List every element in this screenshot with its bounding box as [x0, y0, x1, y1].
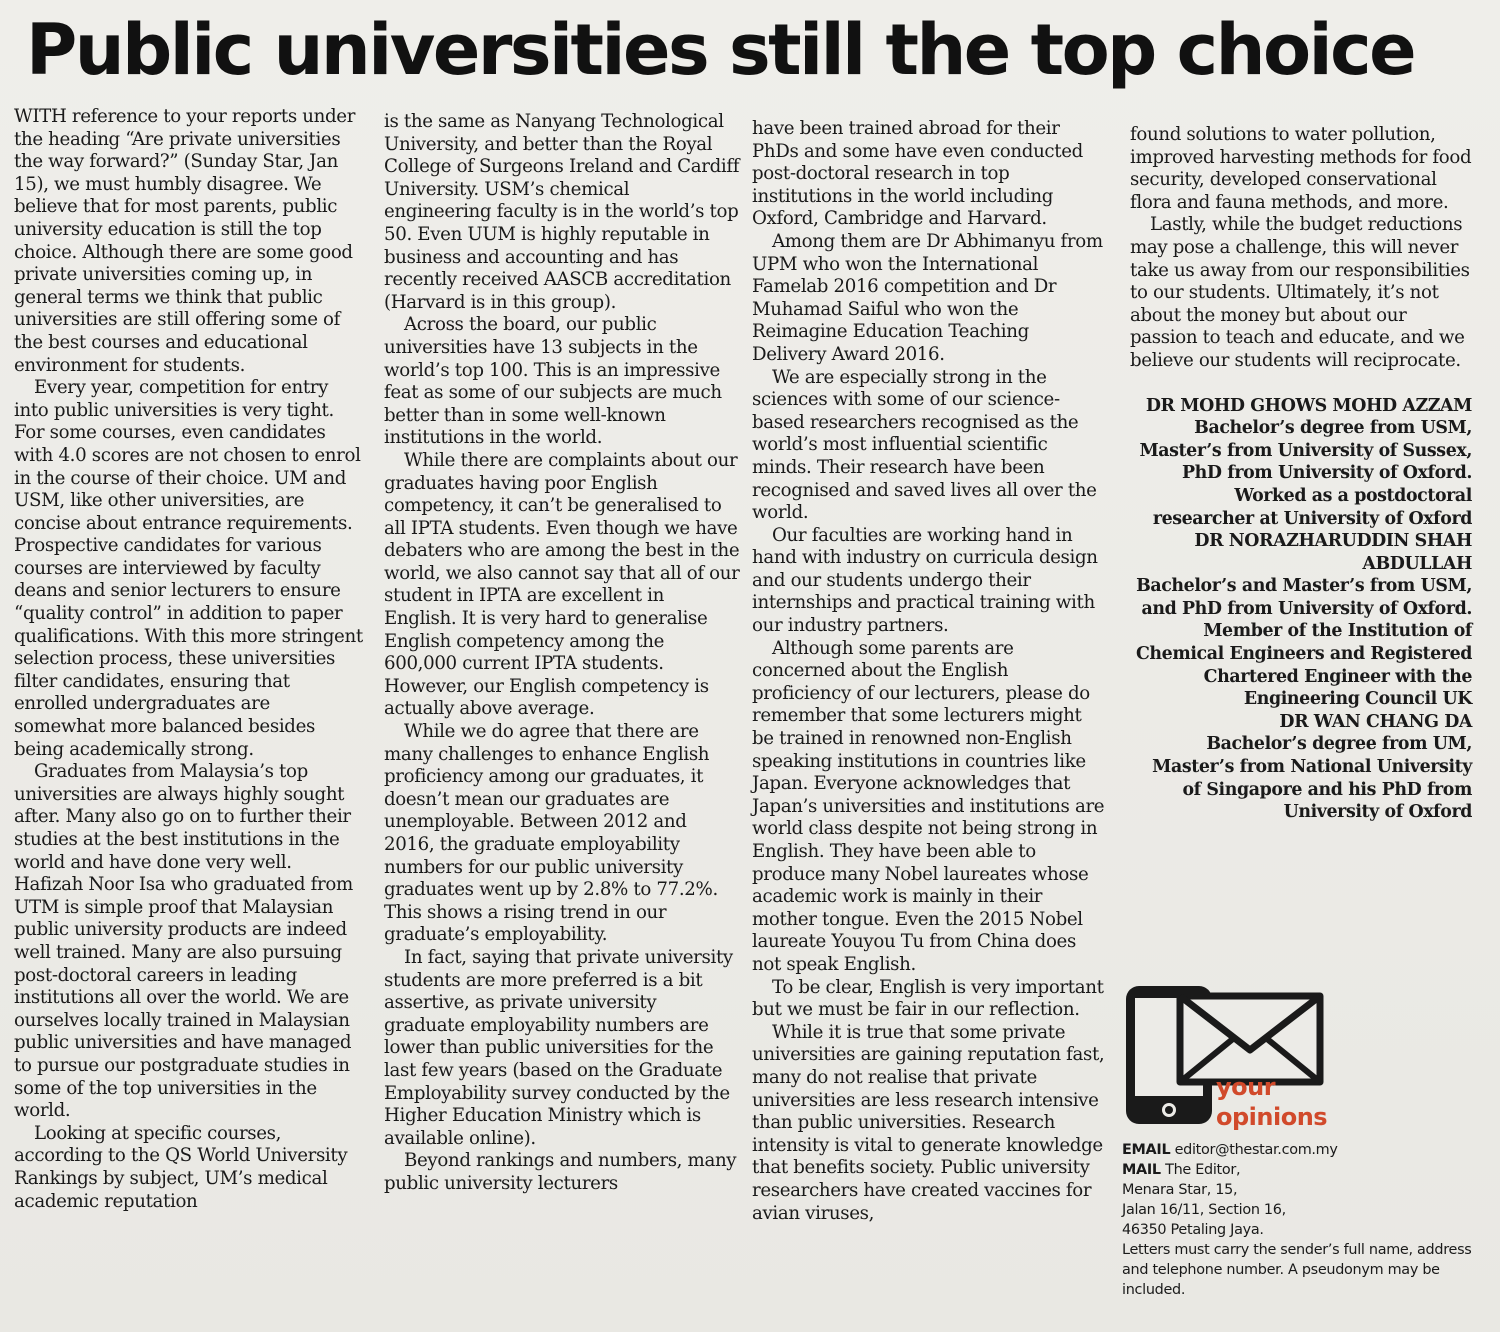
- signature-name: DR NORAZHARUDDIN SHAH ABDULLAH: [1194, 531, 1472, 574]
- article-column-2: [384, 111, 740, 1196]
- paragraph: In fact, saying that private university students are more preferred is a bit assertive, as private university graduate employability numbers are lower than public universities for the last few years (based on the Graduate Employability survey conducted by the Higher Education Ministry which is available online).: [384, 946, 733, 1149]
- article-column-1: [14, 106, 364, 1213]
- paragraph: Looking at specific courses, according to the QS World University Rankings by subject, UM’s medical academic reputation: [14, 1122, 348, 1212]
- mail-line: [1122, 1160, 1472, 1180]
- paragraph: To be clear, English is very important but we must be fair in our reflection.: [752, 976, 1104, 1021]
- signature-name: DR WAN CHANG DA: [1279, 711, 1472, 732]
- mail-address-line: 46350 Petaling Jaya.: [1122, 1222, 1264, 1238]
- paragraph: Across the board, our public universities have 13 subjects in the world’s top 100. This is an impressive feat as some of our subjects are much better than in some well-known institutions in the world.: [384, 314, 722, 449]
- paragraph: Our faculties are working hand in hand with industry on curricula design and our students undergo their internships and practical training with our industry partners.: [752, 524, 1098, 637]
- mail-address-line: The Editor,: [1165, 1162, 1241, 1178]
- paragraph: While it is true that some private universities are gaining reputation fast, many do not realise that private universities are less research intensive than public universities. Research intensity is vital to generate knowledge that benefits society. Public university researchers have created vaccines for avian viruses,: [752, 1021, 1105, 1224]
- paragraph: While there are complaints about our graduates having poor English competency, it can’t be generalised to all IPTA students. Even though we have debaters who are among the best in the world, we also cannot say that all of our student in IPTA are excellent in English. It is very hard to generalise English competency among the 600,000 current IPTA students. However, our English competency is actually above average.: [384, 449, 740, 720]
- contact-details: [1122, 1140, 1472, 1300]
- signature-bio: Bachelor’s degree from UM, Master’s from National University of Singapore and his PhD from University of Oxford: [1152, 734, 1472, 823]
- paragraph: While we do agree that there are many challenges to enhance English proficiency among our graduates, it doesn’t mean our graduates are unemployable. Between 2012 and 2016, the graduate employability numbers for our public university graduates went up by 2.8% to 77.2%. This shows a rising trend in our graduate’s employability.: [384, 721, 718, 946]
- email-link[interactable]: editor@thestar.com.my: [1174, 1142, 1338, 1158]
- email-line: [1122, 1140, 1472, 1160]
- headline: Public universities still the top choice: [26, 9, 1415, 91]
- signature-bio: Bachelor’s degree from USM, Master’s from University of Sussex, PhD from University of Oxford. Worked as a postdoctoral researcher at University of Oxford: [1139, 418, 1472, 529]
- paragraph: Although some parents are concerned about the English proficiency of our lecturers, please do remember that some lecturers might be trained in renowned non-English speaking institutions in countries like Japan. Everyone acknowledges that Japan’s universities and institutions are world class despite not being strong in English. They have been able to produce many Nobel laureates whose academic work is mainly in their mother tongue. Even the 2015 Nobel laureate Youyou Tu from China does not speak English.: [752, 637, 1105, 975]
- signature-block: [1130, 395, 1472, 824]
- submission-note: Letters must carry the sender’s full name, address and telephone number. A pseudonym may be included.: [1122, 1242, 1472, 1298]
- your-opinions-label: [1216, 1072, 1327, 1132]
- paragraph: Among them are Dr Abhimanyu from UPM who won the International Famelab 2016 competition and Dr Muhamad Saiful who won the Reimagine Education Teaching Delivery Award 2016.: [752, 230, 1103, 365]
- paragraph: Graduates from Malaysia’s top universities are always highly sought after. Many also go on to further their studies at the best institutions in the world and have done very well. Hafizah Noor Isa who graduated from UTM is simple proof that Malaysian public university products are indeed well trained. Many are also pursuing post-doctoral careers in leading institutions all over the world. We are ourselves locally trained in Malaysian public universities and have managed to pursue our postgraduate studies in some of the top universities in the world.: [14, 761, 353, 1122]
- mail-address-line: Menara Star, 15,: [1122, 1182, 1238, 1198]
- opinion-label-line: your: [1216, 1073, 1276, 1101]
- signature-name: DR MOHD GHOWS MOHD AZZAM: [1145, 395, 1472, 416]
- your-opinions-box: [1118, 980, 1478, 1325]
- paragraph: Every year, competition for entry into public universities is very tight. For some courses, even candidates with 4.0 scores are not chosen to enrol in the course of their choice. UM and USM, like other universities, are concise about entrance requirements. Prospective candidates for various courses are interviewed by faculty deans and senior lecturers to ensure “quality control” in addition to paper qualifications. With this more stringent selection process, these universities filter candidates, ensuring that enrolled undergraduates are somewhat more balanced besides being academically strong.: [14, 377, 363, 760]
- paragraph: found solutions to water pollution, improved harvesting methods for food security, developed conservational flora and fauna methods, and more.: [1130, 124, 1472, 213]
- paragraph: is the same as Nanyang Technological University, and better than the Royal College of Surgeons Ireland and Cardiff University. USM’s chemical engineering faculty is in the world’s top 50. Even UUM is highly reputable in business and accounting and has recently received AASCB accreditation (Harvard is in this group).: [384, 111, 740, 313]
- paragraph: have been trained abroad for their PhDs and some have even conducted post-doctoral research in top institutions in the world including Oxford, Cambridge and Harvard.: [752, 118, 1083, 230]
- paragraph: We are especially strong in the sciences with some of our science-based researchers recognised as the world’s most influential scientific minds. Their research have been recognised and saved lives all over the world.: [752, 366, 1097, 524]
- paragraph: Beyond rankings and numbers, many public university lecturers: [384, 1150, 737, 1194]
- article-column-3: [752, 118, 1108, 1225]
- opinion-label-line: opinions: [1216, 1103, 1328, 1131]
- paragraph: WITH reference to your reports under the heading “Are private universities the way forward?” (Sunday Star, Jan 15), we must humbly disagree. We believe that for most parents, public university education is still the top choice. Although there are some good private universities coming up, in general terms we think that public universities are still offering some of the best courses and educational environment for students.: [14, 106, 356, 376]
- email-label: EMAIL: [1122, 1142, 1171, 1158]
- paragraph: Lastly, while the budget reductions may pose a challenge, this will never take us away from our responsibilities to our students. Ultimately, it’s not about the money but about our passion to teach and educate, and we believe our students will reciprocate.: [1130, 214, 1470, 371]
- mail-address-line: Jalan 16/11, Section 16,: [1122, 1202, 1286, 1218]
- signature-bio: Bachelor’s and Master’s from USM, and PhD from University of Oxford. Member of the Institution of Chemical Engineers and Registered Chartered Engineer with the Engineering Council UK: [1135, 576, 1472, 710]
- article-column-4: [1130, 124, 1472, 824]
- mail-label: MAIL: [1122, 1162, 1161, 1178]
